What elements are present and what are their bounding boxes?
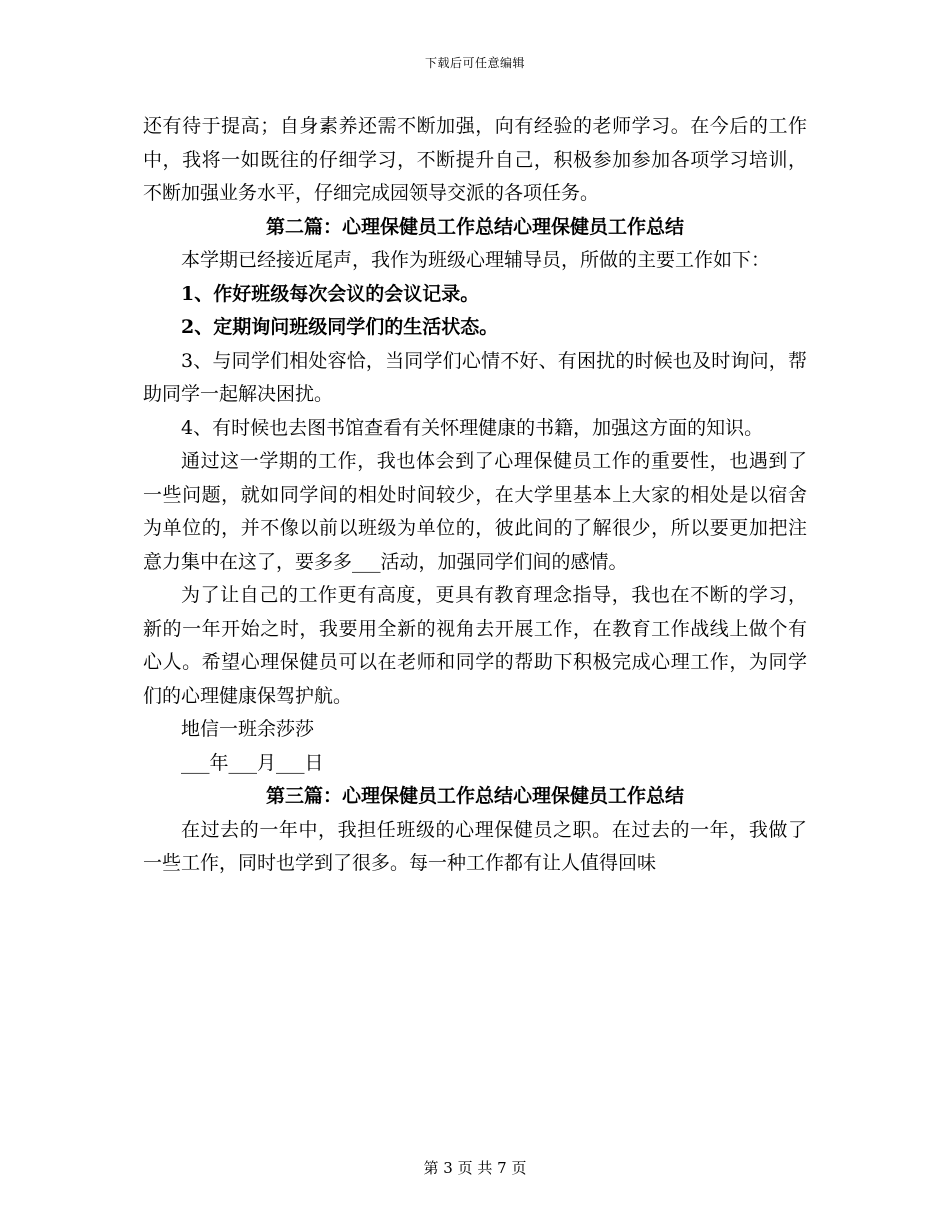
signature-name: 地信一班余莎莎 [181,718,315,740]
page-footer: 第 3 页 共 7 页 [423,1159,527,1177]
document-body [143,110,807,881]
paragraph-outlook: 为了让自己的工作更有高度，更具有教育理念指导，我也在不断的学习，新的一年开始之时，我要用全新的视角去开展工作，在教育工作战线上做个有心人。希望心理保健员可以在老师和同学的帮助下积极完成心理工作，为同学们的心理健康保驾护航。 [143,584,807,707]
paragraph-continuation: 还有待于提高；自身素养还需不断加强，向有经验的老师学习。在今后的工作中，我将一如既往的仔细学习，不断提升自己，积极参加参加各项学习培训，不断加强业务水平，仔细完成园领导交派的各项任务。 [143,115,807,204]
list-item-1: 1、作好班级每次会议的会议记录。 [181,282,480,305]
paragraph-section-3: 在过去的一年中，我担任班级的心理保健员之职。在过去的一年，我做了一些工作，同时也学到了很多。每一种工作都有让人值得回味 [143,818,807,874]
section-heading-2: 第二篇：心理保健员工作总结心理保健员工作总结 [265,215,684,238]
section-heading-3: 第三篇：心理保健员工作总结心理保健员工作总结 [265,785,684,807]
signature-date: ___年___月___日 [181,751,324,774]
list-item-2: 2、定期询问班级同学们的生活状态。 [181,316,499,338]
paragraph-intro: 本学期已经接近尾声，我作为班级心理辅导员，所做的主要工作如下： [181,249,771,271]
list-item-3: 3、与同学们相处容恰，当同学们心情不好、有困扰的时候也及时询问，帮助同学一起解决困扰。 [143,349,807,405]
list-item-4: 4、有时候也去图书馆查看有关怀理健康的书籍，加强这方面的知识。 [181,416,764,439]
page-header: 下载后可任意编辑 [424,56,525,70]
paragraph-reflection: 通过这一学期的工作，我也体会到了心理保健员工作的重要性，也遇到了一些问题，就如同学间的相处时间较少，在大学里基本上大家的相处是以宿舍为单位的，并不像以前以班级为单位的，彼此间的了解很少，所以要更加把注意力集中在这了，要多多___活动，加强同学们间的感情。 [143,450,807,573]
